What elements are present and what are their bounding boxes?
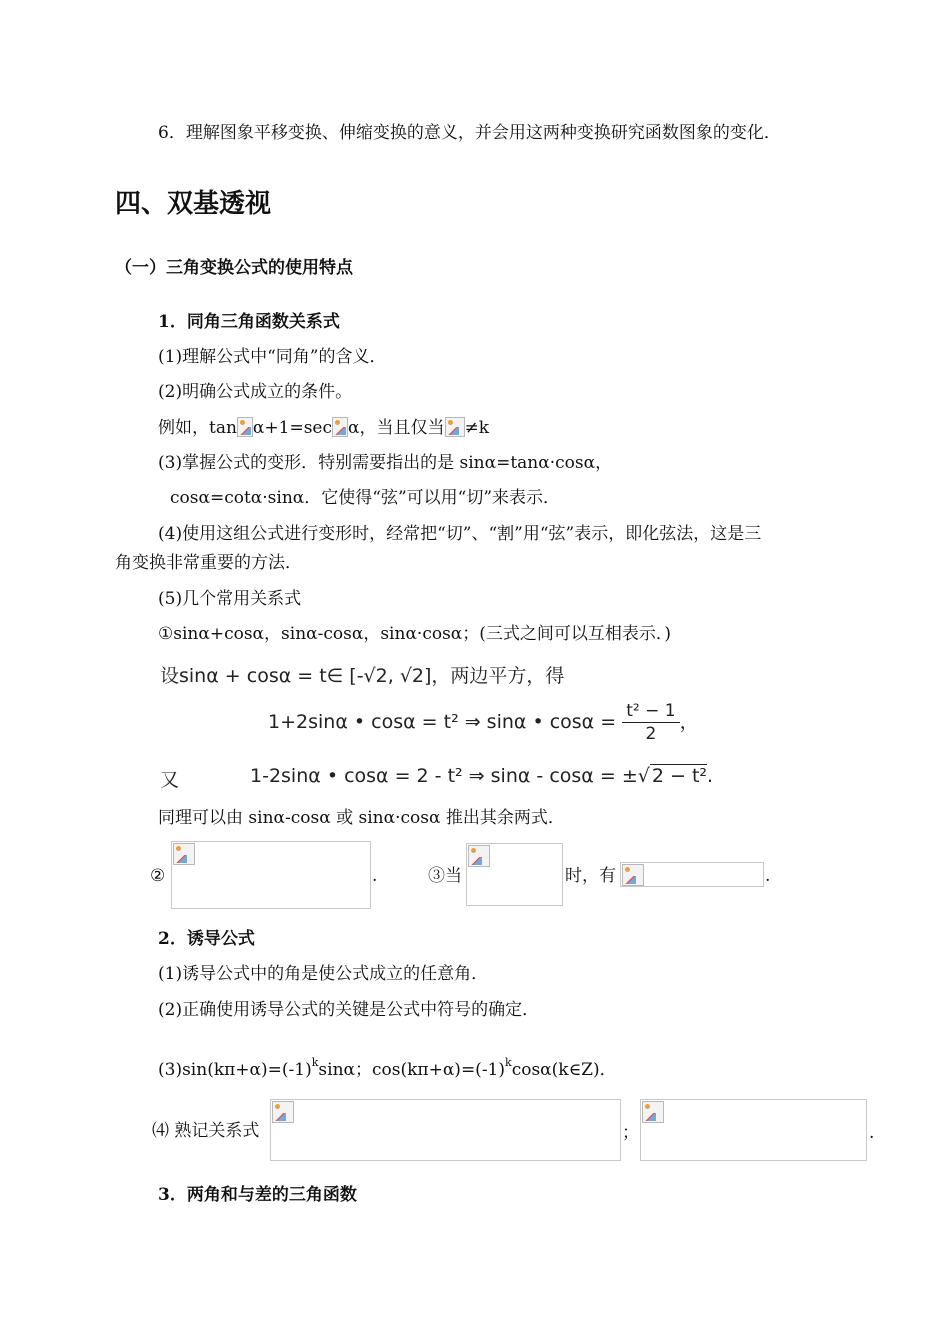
example-line [158, 417, 489, 439]
induction-4-label: ⑷ 熟记关系式 [152, 1121, 260, 1141]
formula-3-text: 1-2sinα • cosα = 2 - t² ⇒ sinα - cosα = ± [250, 765, 638, 787]
fraction-numerator: t² − 1 [622, 700, 679, 723]
broken-image-icon [622, 864, 644, 886]
broken-image-icon [468, 845, 490, 867]
para-4a: (4)使用这组公式进行变形时，经常把“切”、“割”用“弦”表示，即化弦法，这是三 [158, 524, 762, 544]
heading-3: 3．两角和与差的三角函数 [158, 1185, 357, 1205]
broken-image-icon [173, 843, 195, 865]
induction-3-c: cosα(k∈Z)． [511, 1060, 617, 1080]
then-have: 时，有 [565, 866, 616, 886]
superscript-k: k [311, 1056, 319, 1069]
induction-2: (2)正确使用诱导公式的关键是公式中符号的确定． [158, 1000, 540, 1020]
formula-image-3-condition [466, 843, 563, 906]
heading-1: 1．同角三角函数关系式 [158, 312, 340, 332]
example-text-c: α，当且仅当 [348, 418, 445, 438]
formula-image-4b [640, 1099, 867, 1161]
radicand: 2 − t² [651, 765, 708, 787]
para-3a: (3)掌握公式的变形．特别需要指出的是 sinα=tanα·cosα， [158, 453, 613, 473]
semicolon: ； [622, 1123, 639, 1143]
para-3b: cosα=cotα·sinα．它使得“弦”可以用“切”来表示． [170, 488, 561, 508]
example-text-a: 例如，tan [158, 418, 237, 438]
period: . [372, 866, 378, 886]
broken-image-icon [272, 1101, 294, 1123]
para-5: (5)几个常用关系式 [158, 589, 302, 609]
formula-image-2 [171, 841, 371, 909]
circled-2: ② [150, 866, 166, 886]
formula-image-3-result [620, 862, 764, 887]
superscript-k: k [505, 1056, 512, 1069]
formula-3-end: . [707, 765, 714, 787]
heading-2: 2．诱导公式 [158, 929, 255, 949]
subsection-title: （一）三角变换公式的使用特点 [115, 258, 353, 278]
para-2: (2)明确公式成立的条件。 [158, 382, 353, 402]
period: . [869, 1123, 875, 1143]
induction-3-a: (3)sin(kπ+α)=(-1) [158, 1060, 312, 1080]
same-reasoning: 同理可以由 sinα-cosα 或 sinα·cosα 推出其余两式． [158, 808, 565, 828]
formula-2-end: ， [679, 711, 699, 733]
para-5-item: ①sinα+cosα，sinα-cosα，sinα·cosα；(三式之间可以互相表示．) [158, 624, 672, 644]
fraction [622, 700, 679, 745]
broken-image-icon [332, 417, 348, 437]
induction-3 [158, 1052, 617, 1081]
fraction-denominator: 2 [645, 724, 657, 744]
broken-image-icon [445, 417, 465, 437]
formula-line-1: 设sinα + cosα = t∈ [-√2, √2]，两边平方，得 [160, 665, 565, 687]
example-text-b: α+1=sec [252, 418, 333, 438]
formula-image-4a [270, 1099, 621, 1161]
period: . [765, 866, 771, 886]
para-4b: 角变换非常重要的方法． [115, 553, 302, 573]
formula-line-3: 1-2sinα • cosα = 2 - t² ⇒ sinα - cosα = ±√ 2 − t². [250, 765, 714, 787]
example-text-d: ≠k [464, 418, 490, 438]
para-1: (1)理解公式中“同角”的含义． [158, 347, 387, 367]
formula-3-label: 又 [160, 769, 180, 791]
section-title: 四、双基透视 [115, 189, 272, 219]
item-6: 6．理解图象平移变换、伸缩变换的意义，并会用这两种变换研究函数图象的变化． [158, 123, 781, 143]
formula-2-text: 1+2sinα • cosα = t² ⇒ sinα • cosα = [268, 711, 623, 733]
induction-3-b: sinα；cos(kπ+α)=(-1) [318, 1060, 506, 1080]
broken-image-icon [237, 417, 253, 437]
broken-image-icon [642, 1101, 664, 1123]
circled-3-when: ③当 [428, 866, 462, 886]
induction-1: (1)诱导公式中的角是使公式成立的任意角． [158, 964, 489, 984]
formula-line-2 [268, 700, 699, 745]
